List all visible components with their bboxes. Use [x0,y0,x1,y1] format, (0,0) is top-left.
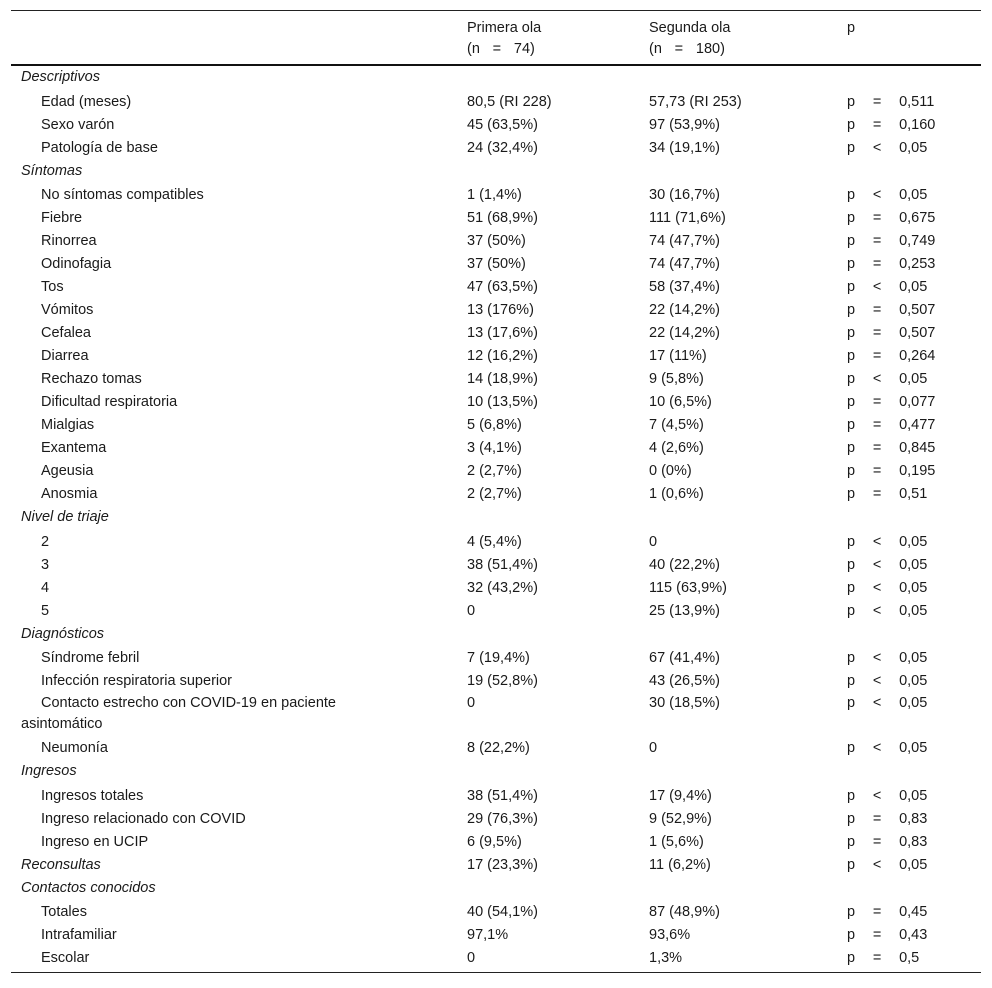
section-header [11,160,981,183]
row-label: Neumonía [41,740,108,756]
p-value [847,437,935,460]
value-segunda-ola: 22 (14,2%) [649,302,720,318]
p-number: 0,675 [899,210,936,226]
row-label: Anosmia [41,486,98,502]
p-number: 0,05 [899,371,928,387]
value-primera-ola: 0 [467,695,476,711]
p-operator: = [872,927,882,943]
value-primera-ola: 24 (32,4%) [467,139,538,156]
value-primera-ola: 13 (17,6%) [467,325,538,341]
p-label: p [847,302,856,318]
row-label: Contactos conocidos [21,879,156,896]
p-number: 0,195 [899,463,936,479]
value-segunda-ola: 11 (6,2%) [649,856,711,873]
row-label: 5 [41,602,50,619]
table-row [11,483,981,506]
p-operator: < [872,187,882,203]
p-number: 0,05 [899,579,928,596]
value-segunda-ola: 40 (22,2%) [649,556,720,573]
p-value [847,253,935,276]
p-label: p [847,139,856,156]
p-label: p [847,602,856,619]
p-number: 0,05 [899,740,928,756]
p-value [847,531,927,554]
row-label: Descriptivos [21,69,100,85]
value-primera-ola: 6 (9,5%) [467,833,522,850]
p-value [847,114,935,137]
p-value [847,554,927,577]
p-label: p [847,394,856,410]
p-operator: = [872,256,882,272]
value-primera-ola: 8 (22,2%) [467,740,530,756]
p-label: p [847,950,856,966]
value-segunda-ola: 17 (9,4%) [649,787,712,804]
header-col1-title: Primera ola [467,20,542,36]
p-label: p [847,673,856,689]
value-primera-ola: 5 (6,8%) [467,417,522,433]
value-primera-ola: 29 (76,3%) [467,810,538,827]
p-number: 0,511 [899,93,935,110]
table-row [11,322,981,345]
value-primera-ola: 14 (18,9%) [467,371,538,387]
value-segunda-ola: 74 (47,7%) [649,256,720,272]
row-label: Ingreso relacionado con COVID [41,810,246,827]
p-number: 0,05 [899,279,928,295]
p-value [847,345,935,368]
header-col2-n: (n = 180) [649,41,725,57]
table-row [11,554,981,577]
table-row [11,808,981,831]
value-primera-ola: 0 [467,602,476,619]
p-number: 0,05 [899,650,928,666]
table-row [11,947,981,970]
p-number: 0,05 [899,556,928,573]
p-number: 0,05 [899,856,928,873]
p-operator: = [872,810,882,827]
section-header [11,760,981,783]
value-segunda-ola: 43 (26,5%) [649,673,720,689]
value-primera-ola: 45 (63,5%) [467,116,538,133]
table-row [11,137,981,160]
p-label: p [847,695,856,711]
value-segunda-ola: 0 [649,740,658,756]
p-operator: < [872,602,882,619]
p-label: p [847,187,856,203]
p-label: p [847,279,856,295]
row-label: Cefalea [41,325,91,341]
p-number: 0,05 [899,533,928,550]
value-primera-ola: 80,5 (RI 228) [467,93,552,110]
p-value [847,600,927,623]
p-number: 0,83 [899,810,928,827]
p-operator: = [872,833,882,850]
table-row [11,91,981,114]
value-primera-ola: 4 (5,4%) [467,533,522,550]
value-primera-ola: 37 (50%) [467,233,526,249]
table-row [11,184,981,207]
header-col3-title: p [847,20,856,36]
p-number: 0,05 [899,139,928,156]
p-value [847,693,927,714]
value-segunda-ola: 1,3% [649,950,683,966]
value-primera-ola: 1 (1,4%) [467,187,522,203]
table-top-rule [11,10,981,11]
row-label: Ingresos totales [41,787,144,804]
p-value [847,924,927,947]
p-value [847,854,927,877]
p-number: 0,51 [899,486,928,502]
value-segunda-ola: 93,6% [649,927,691,943]
row-label-continued: asintomático [21,716,103,732]
p-label: p [847,116,856,133]
p-operator: < [872,740,882,756]
value-segunda-ola: 25 (13,9%) [649,602,720,619]
row-label: Exantema [41,440,107,456]
p-number: 0,160 [899,116,936,133]
p-number: 0,253 [899,256,936,272]
p-value [847,577,927,600]
row-label: 2 [41,533,50,550]
row-label: Diarrea [41,348,89,364]
p-operator: < [872,279,882,295]
value-primera-ola: 10 (13,5%) [467,394,538,410]
value-segunda-ola: 30 (18,5%) [649,695,720,711]
p-value [847,207,935,230]
p-number: 0,05 [899,673,928,689]
table-row [11,901,981,924]
table-row [11,391,981,414]
value-primera-ola: 2 (2,7%) [467,486,522,502]
p-number: 0,5 [899,950,920,966]
table-row [11,737,981,760]
table-row [11,253,981,276]
row-label: Nivel de triaje [21,509,109,525]
p-value [847,322,935,345]
value-primera-ola: 7 (19,4%) [467,650,530,666]
p-operator: < [872,139,882,156]
header-col2-title: Segunda ola [649,20,731,36]
p-value [847,230,935,253]
p-number: 0,507 [899,302,936,318]
table-row [11,831,981,854]
table-row [11,114,981,137]
value-segunda-ola: 9 (52,9%) [649,810,712,827]
p-value [847,391,935,414]
row-label: Patología de base [41,139,158,156]
value-primera-ola: 97,1% [467,927,509,943]
p-number: 0,05 [899,602,928,619]
section-header [11,623,981,646]
p-label: p [847,740,856,756]
p-value [847,137,927,160]
p-value [847,737,927,760]
value-primera-ola: 38 (51,4%) [467,787,538,804]
row-label: Edad (meses) [41,93,132,110]
table-row [11,207,981,230]
value-segunda-ola: 7 (4,5%) [649,417,704,433]
row-label: Ingresos [21,763,77,779]
table-row [11,414,981,437]
p-label: p [847,533,856,550]
value-primera-ola: 13 (176%) [467,302,534,318]
p-label: p [847,810,856,827]
value-primera-ola: 2 (2,7%) [467,463,522,479]
row-label: Fiebre [41,210,83,226]
p-operator: < [872,650,882,666]
table-row [11,670,981,693]
p-label: p [847,256,856,272]
value-primera-ola: 40 (54,1%) [467,904,538,920]
p-label: p [847,371,856,387]
value-primera-ola: 0 [467,950,476,966]
p-operator: = [872,210,882,226]
value-segunda-ola: 34 (19,1%) [649,139,720,156]
row-label: 3 [41,556,50,573]
row-label: Intrafamiliar [41,927,117,943]
row-label: 4 [41,579,50,596]
p-operator: = [872,325,882,341]
p-label: p [847,927,856,943]
p-operator: = [872,116,882,133]
value-primera-ola: 37 (50%) [467,256,526,272]
row-label: No síntomas compatibles [41,187,204,203]
p-value [847,414,935,437]
table-row [11,299,981,322]
value-primera-ola: 12 (16,2%) [467,348,538,364]
p-label: p [847,787,856,804]
p-operator: = [872,486,882,502]
p-label: p [847,650,856,666]
section-header [11,506,981,529]
p-number: 0,05 [899,787,928,804]
value-segunda-ola: 111 (71,6%) [649,210,726,226]
p-operator: < [872,533,882,550]
p-operator: = [872,417,882,433]
value-segunda-ola: 74 (47,7%) [649,233,720,249]
p-label: p [847,486,856,502]
value-primera-ola: 47 (63,5%) [467,279,538,295]
p-operator: = [872,93,882,110]
table-row [11,785,981,808]
row-label: Escolar [41,950,90,966]
value-segunda-ola: 0 [649,533,658,550]
p-number: 0,83 [899,833,928,850]
row-label: Síntomas [21,162,83,179]
p-value [847,91,934,114]
p-value [847,808,927,831]
p-value [847,901,927,924]
value-segunda-ola: 9 (5,8%) [649,371,704,387]
p-operator: < [872,856,882,873]
table-row [11,230,981,253]
p-value [847,368,927,391]
row-label: Diagnósticos [21,625,105,642]
p-number: 0,264 [899,348,936,364]
p-number: 0,477 [899,417,936,433]
value-segunda-ola: 115 (63,9%) [649,579,727,596]
value-primera-ola: 38 (51,4%) [467,556,538,573]
p-label: p [847,93,856,110]
table-row [11,368,981,391]
p-operator: < [872,371,882,387]
p-label: p [847,904,856,920]
table-row [11,531,981,554]
p-operator: < [872,787,882,804]
row-label: Tos [41,279,64,295]
row-label: Vómitos [41,302,94,318]
row-label: Odinofagia [41,256,112,272]
table-row [11,693,981,737]
value-segunda-ola: 4 (2,6%) [649,440,704,456]
p-number: 0,05 [899,695,928,711]
p-value [847,831,927,854]
value-segunda-ola: 22 (14,2%) [649,325,720,341]
p-operator: = [872,463,882,479]
p-operator: = [872,233,882,249]
p-number: 0,845 [899,440,936,456]
value-primera-ola: 17 (23,3%) [467,856,538,873]
p-number: 0,45 [899,904,928,920]
p-label: p [847,833,856,850]
p-value [847,483,927,506]
row-label: Dificultad respiratoria [41,394,178,410]
p-number: 0,077 [899,394,936,410]
p-operator: < [872,579,882,596]
table-row [11,577,981,600]
p-label: p [847,233,856,249]
table-row [11,854,981,877]
p-value [847,647,927,670]
p-label: p [847,210,856,226]
table-bottom-rule [11,972,981,973]
table-row [11,437,981,460]
p-number: 0,05 [899,187,928,203]
value-segunda-ola: 0 (0%) [649,463,692,479]
value-segunda-ola: 67 (41,4%) [649,650,720,666]
header-col1-n: (n = 74) [467,41,535,57]
row-label: Sexo varón [41,116,115,133]
p-value [847,460,935,483]
value-primera-ola: 51 (68,9%) [467,210,538,226]
p-number: 0,43 [899,927,928,943]
row-label: Rechazo tomas [41,371,142,387]
section-header [11,877,981,900]
value-segunda-ola: 58 (37,4%) [649,279,720,295]
section-header [11,66,981,89]
p-value [847,785,927,808]
p-label: p [847,440,856,456]
p-number: 0,507 [899,325,936,341]
value-segunda-ola: 10 (6,5%) [649,394,712,410]
value-primera-ola: 19 (52,8%) [467,673,538,689]
p-label: p [847,463,856,479]
header-p [847,18,855,39]
p-operator: < [872,556,882,573]
row-label: Reconsultas [21,856,101,873]
p-operator: = [872,950,882,966]
p-label: p [847,579,856,596]
p-label: p [847,556,856,573]
value-segunda-ola: 30 (16,7%) [649,187,720,203]
p-label: p [847,325,856,341]
value-segunda-ola: 87 (48,9%) [649,904,720,920]
p-operator: = [872,348,882,364]
row-label: Ingreso en UCIP [41,833,149,850]
p-operator: = [872,302,882,318]
p-operator: = [872,904,882,920]
value-primera-ola: 32 (43,2%) [467,579,538,596]
table-row [11,460,981,483]
p-value [847,276,927,299]
value-segunda-ola: 1 (5,6%) [649,833,704,850]
row-label: Infección respiratoria superior [41,673,233,689]
p-value [847,947,919,970]
table-row [11,600,981,623]
p-label: p [847,348,856,364]
p-number: 0,749 [899,233,936,249]
p-operator: = [872,394,882,410]
p-value [847,670,927,693]
value-segunda-ola: 1 (0,6%) [649,486,704,502]
row-label: Ageusia [41,463,94,479]
table-row [11,647,981,670]
p-operator: < [872,695,882,711]
table-row [11,924,981,947]
row-label: Mialgias [41,417,95,433]
p-label: p [847,417,856,433]
table-row [11,345,981,368]
table-row [11,276,981,299]
value-segunda-ola: 17 (11%) [649,348,707,364]
value-segunda-ola: 57,73 (RI 253) [649,93,742,110]
p-label: p [847,856,856,873]
header-primera-ola [467,18,541,60]
value-primera-ola: 3 (4,1%) [467,440,522,456]
row-label: Contacto estrecho con COVID-19 en paciente [41,695,336,711]
p-value [847,184,927,207]
header-segunda-ola [649,18,730,60]
row-label: Totales [41,904,87,920]
row-label: Síndrome febril [41,650,140,666]
p-operator: < [872,673,882,689]
p-value [847,299,935,322]
value-segunda-ola: 97 (53,9%) [649,116,720,133]
row-label: Rinorrea [41,233,97,249]
p-operator: = [872,440,882,456]
